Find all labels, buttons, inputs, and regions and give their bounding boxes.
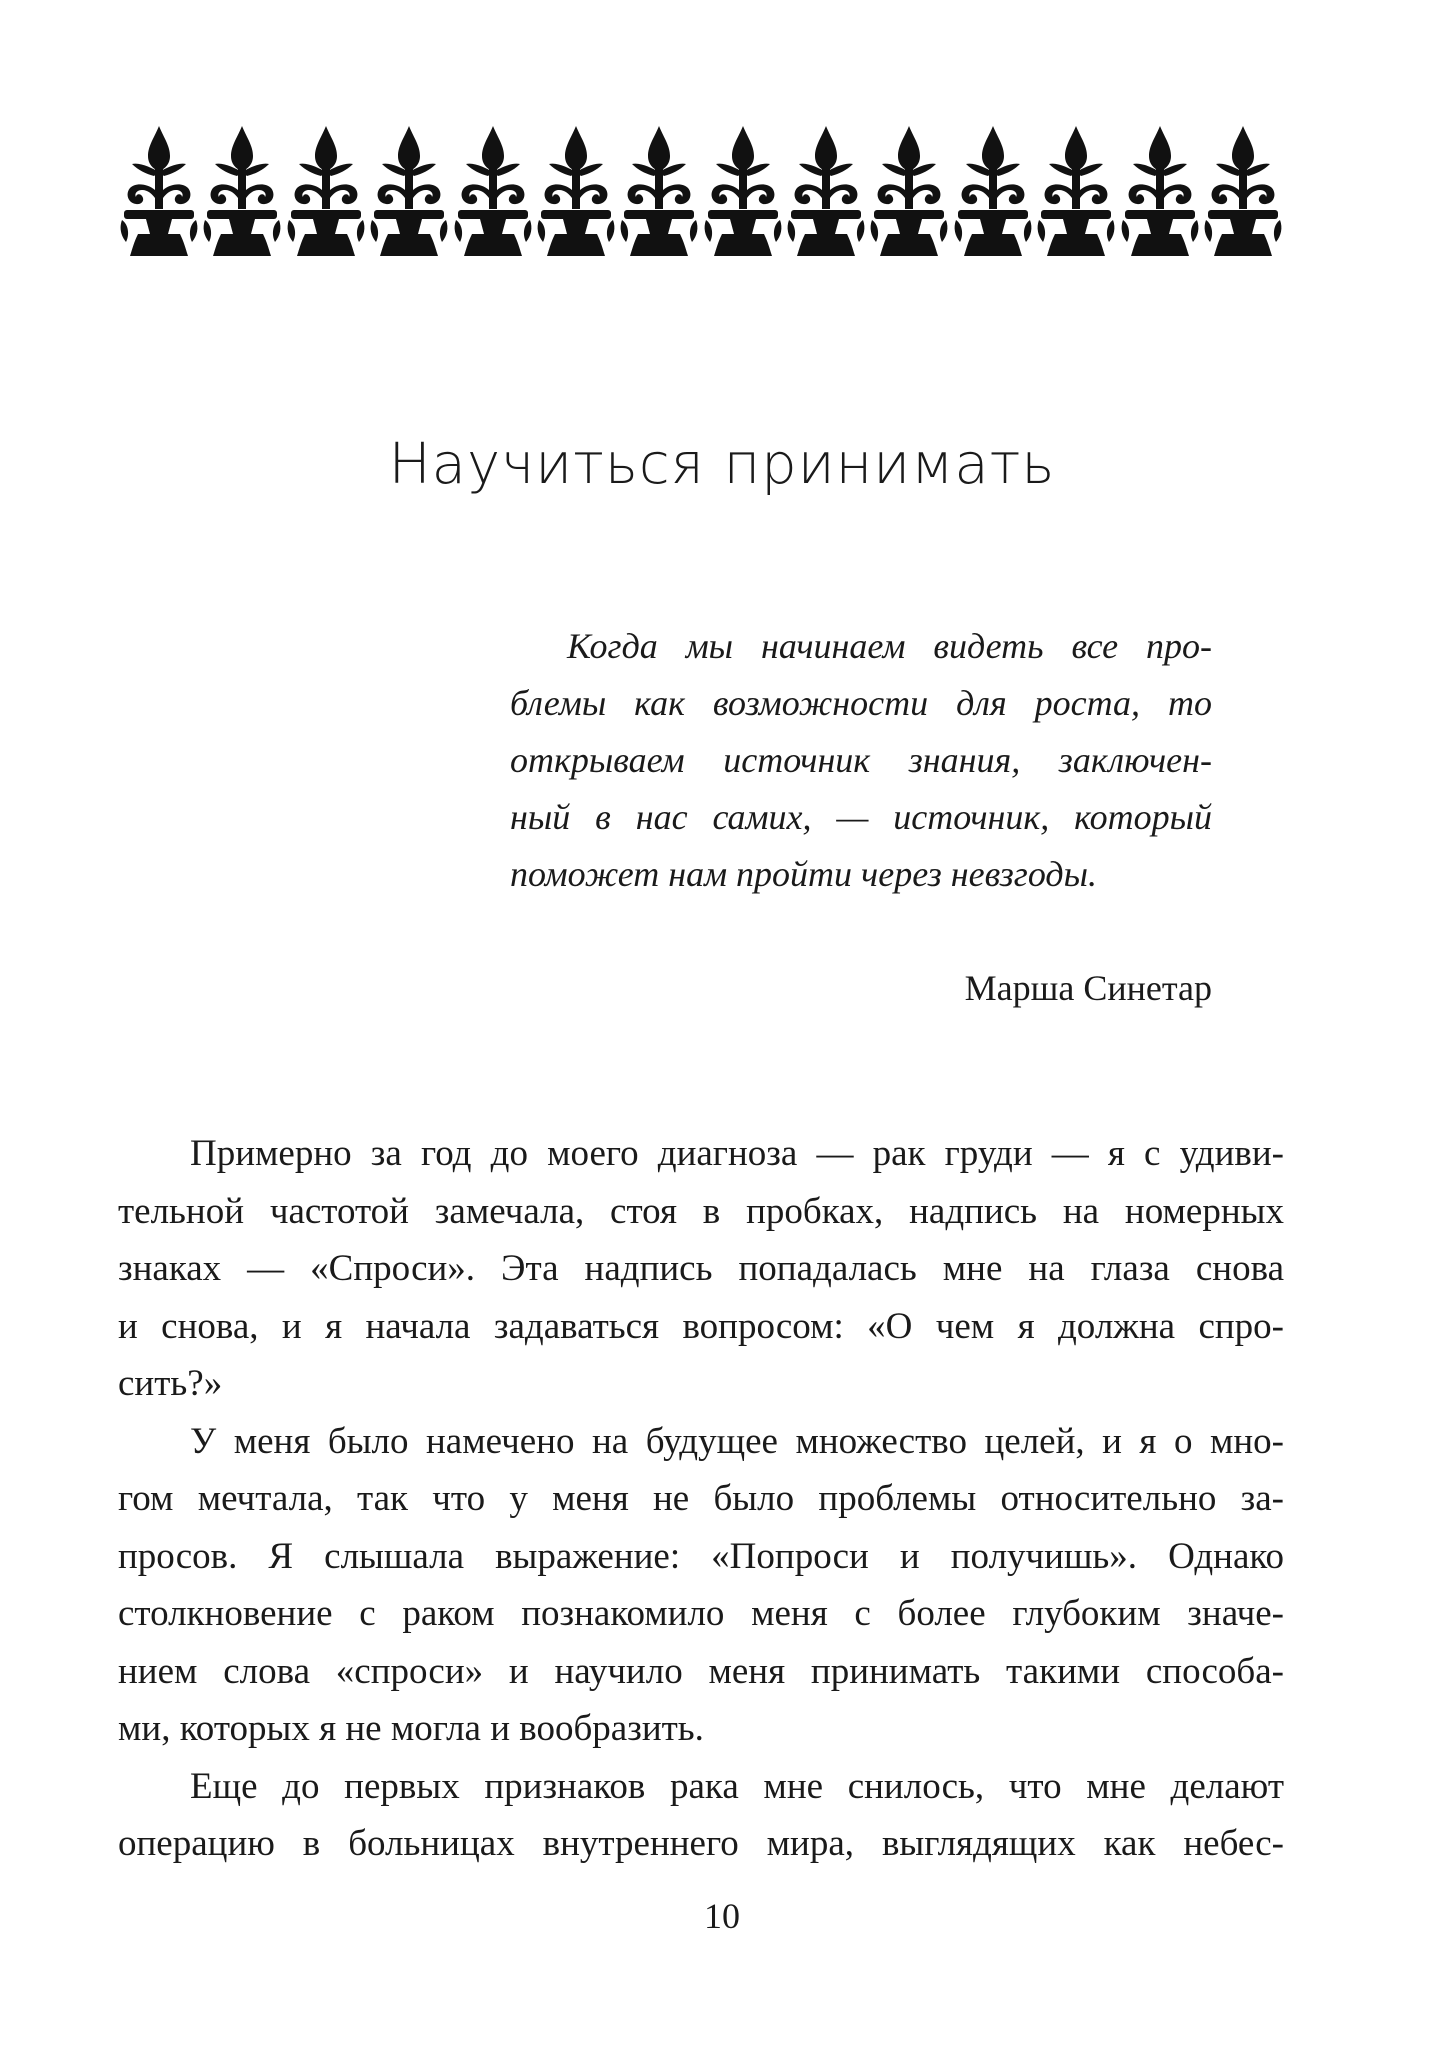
body-line: просов. Я слышала выражение: «Попроси и получишь». Однако — [118, 1535, 1284, 1577]
fleur-de-lis-border-icon — [618, 124, 700, 259]
body-line: У меня было намечено на будущее множество целей, и я о мно- — [190, 1420, 1284, 1462]
epigraph-line: ный в нас самих, — источник, который — [510, 797, 1212, 837]
fleur-de-lis-border-icon — [201, 124, 283, 259]
epigraph — [510, 618, 1212, 903]
epigraph-author: Марша Синетар — [964, 968, 1212, 1008]
fleur-de-lis-border-icon — [785, 124, 867, 259]
body-line: операцию в больницах внутреннего мира, выглядящих как небес- — [118, 1823, 1284, 1864]
body-line: тельной частотой замечала, стоя в пробках, надпись на номерных — [118, 1190, 1284, 1232]
fleur-de-lis-border-icon — [368, 124, 450, 259]
fleur-de-lis-border-icon — [952, 124, 1034, 259]
body-line: Примерно за год до моего диагноза — рак груди — я с удиви- — [190, 1133, 1284, 1174]
fleur-de-lis-border-icon — [118, 124, 200, 259]
page-number: 10 — [704, 1896, 740, 1936]
body-line: знаках — «Спроси». Эта надпись попадалась мне на глаза снова — [118, 1248, 1284, 1289]
fleur-de-lis-border-icon — [1202, 124, 1284, 259]
fleur-de-lis-border-icon — [535, 124, 617, 259]
fleur-de-lis-border-icon — [1035, 124, 1117, 259]
body-line: сить?» — [118, 1363, 223, 1404]
fleur-de-lis-border-icon — [285, 124, 367, 259]
fleur-de-lis-border-icon — [702, 124, 784, 259]
body-line: нием слова «спроси» и научило меня принимать такими способа- — [118, 1650, 1284, 1692]
body-line: Еще до первых признаков рака мне снилось, что мне делают — [190, 1765, 1284, 1807]
fleur-de-lis-border-icon — [868, 124, 950, 259]
epigraph-line: Когда мы начинаем видеть все про- — [567, 626, 1212, 666]
body-line: столкновение с раком познакомило меня с более глубоким значе- — [118, 1593, 1284, 1634]
body-line: гом мечтала, так что у меня не было проблемы относительно за- — [118, 1478, 1284, 1519]
epigraph-line: блемы как возможности для роста, то — [510, 683, 1212, 723]
ornamental-border — [118, 124, 1284, 259]
body-line: ми, которых я не могла и вообразить. — [118, 1708, 704, 1749]
fleur-de-lis-border-icon — [1119, 124, 1201, 259]
fleur-de-lis-border-icon — [452, 124, 534, 259]
chapter-title: Научиться принимать — [388, 432, 1056, 497]
body-line: и снова, и я начала задаваться вопросом: «О чем я должна спро- — [118, 1305, 1284, 1347]
epigraph-line: открываем источник знания, заключен- — [510, 740, 1212, 780]
body-text — [118, 1125, 1284, 1873]
epigraph-line: поможет нам пройти через невзгоды. — [510, 854, 1097, 894]
